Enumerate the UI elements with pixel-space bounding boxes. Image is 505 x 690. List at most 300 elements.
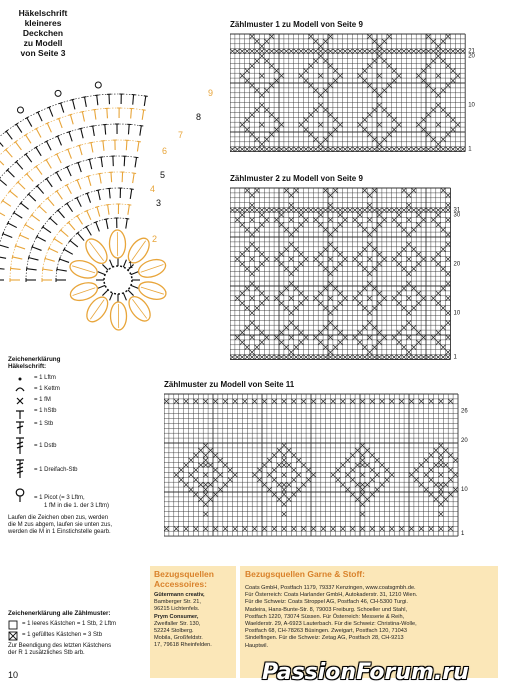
filled-cell <box>333 49 338 54</box>
filled-cell <box>240 301 245 306</box>
filled-cell <box>421 49 426 54</box>
filled-cell <box>279 340 284 345</box>
filled-cell <box>304 117 309 122</box>
filled-cell <box>362 117 367 122</box>
filled-cell <box>350 492 355 497</box>
filled-cell <box>357 213 362 218</box>
filled-cell <box>279 208 284 213</box>
filled-cell <box>411 325 416 330</box>
filled-cell <box>362 247 367 252</box>
doily-title-line: zu Modell <box>23 38 63 48</box>
round-number: 2 <box>152 234 158 244</box>
filled-cell <box>397 301 402 306</box>
filled-cell <box>382 296 387 301</box>
round-number: 3 <box>156 198 162 208</box>
filled-cell <box>460 49 465 54</box>
filled-cell <box>377 54 382 59</box>
filled-cell <box>250 350 255 355</box>
filled-cell <box>392 68 397 73</box>
filled-cell <box>264 59 269 64</box>
yarn-line: Coats GmbH, Postfach 1179, 79337 Kenzingen, www.coatsgmbh.de. <box>245 585 416 591</box>
filled-cell <box>372 306 377 311</box>
filled-cell <box>272 526 277 531</box>
filled-cell <box>272 468 277 473</box>
filled-cell <box>338 147 343 152</box>
filled-cell <box>338 49 343 54</box>
filled-cell <box>282 512 287 517</box>
filled-cell <box>304 147 309 152</box>
filled-cell <box>434 448 439 453</box>
filled-cell <box>294 247 299 252</box>
filled-cell <box>269 34 274 39</box>
yarn-line: Waelderstr. 29, A-6923 Lauterbach. Für die Schweiz: Christina-Wolle, <box>245 621 417 628</box>
filled-cell <box>264 217 269 222</box>
filled-cell <box>448 468 453 473</box>
filled-cell <box>235 147 240 152</box>
filled-cell <box>311 472 316 477</box>
filled-cell <box>255 147 260 152</box>
filled-cell <box>203 487 208 492</box>
filled-cell <box>282 472 287 477</box>
filled-cell <box>406 147 411 152</box>
filled-cell <box>377 73 382 78</box>
filled-cell <box>406 49 411 54</box>
filled-cell <box>387 83 392 88</box>
filled-cell <box>362 266 367 271</box>
filled-cell <box>411 188 416 193</box>
filled-cell <box>448 526 453 531</box>
filled-cell <box>355 497 360 502</box>
filled-cell <box>318 54 323 59</box>
filled-cell <box>308 63 313 68</box>
filled-cell <box>436 252 441 257</box>
filled-cell <box>416 147 421 152</box>
filled-cell <box>328 132 333 137</box>
filled-cell <box>257 468 262 473</box>
filled-cell <box>318 291 323 296</box>
filled-cell <box>438 482 443 487</box>
filled-cell <box>289 320 294 325</box>
filled-cell <box>318 213 323 218</box>
filled-cell <box>416 49 421 54</box>
filled-cell <box>245 355 250 360</box>
filled-cell <box>443 463 448 468</box>
filled-cell <box>318 301 323 306</box>
filled-cell <box>372 208 377 213</box>
filled-cell <box>294 355 299 360</box>
filled-cell <box>377 340 382 345</box>
filled-cell <box>387 49 392 54</box>
filled-cell <box>446 271 451 276</box>
filled-cell <box>377 122 382 127</box>
filled-cell <box>287 463 292 468</box>
filled-cell <box>446 296 451 301</box>
filled-cell <box>235 335 240 340</box>
filled-cell <box>289 193 294 198</box>
filled-cell <box>198 482 203 487</box>
filled-cell <box>406 232 411 237</box>
filled-cell <box>203 453 208 458</box>
filled-cell <box>372 108 377 113</box>
filled-cell <box>174 472 179 477</box>
filled-cell <box>294 147 299 152</box>
filled-cell <box>284 286 289 291</box>
filled-cell <box>365 463 370 468</box>
accessories-line: 96215 Lichtenfels. <box>154 606 200 613</box>
filled-cell <box>357 340 362 345</box>
filled-cell <box>451 127 456 132</box>
filled-cell <box>240 355 245 360</box>
filled-cell <box>318 103 323 108</box>
filled-cell <box>308 34 313 39</box>
filled-cell <box>299 301 304 306</box>
filled-cell <box>284 266 289 271</box>
filled-cell <box>235 217 240 222</box>
filled-cell <box>436 44 441 49</box>
legend-title: Zeichenerklärung <box>8 356 61 363</box>
filled-cell <box>259 54 264 59</box>
filled-cell <box>421 257 426 262</box>
filled-cell <box>255 306 260 311</box>
filled-cell <box>213 492 218 497</box>
filet-chart-2 <box>230 186 505 366</box>
legend-item-label: = 1 Stb <box>34 421 54 427</box>
filled-cell <box>294 325 299 330</box>
filled-cell <box>429 399 434 404</box>
filled-cell <box>259 49 264 54</box>
filled-cell <box>446 311 451 316</box>
filled-cell <box>367 320 372 325</box>
filled-cell <box>438 502 443 507</box>
legend-item-label: 1 fM in die 1. der 3 Lftm) <box>44 503 110 509</box>
filled-cell <box>301 463 306 468</box>
filled-cell <box>318 73 323 78</box>
filled-cell <box>343 49 348 54</box>
filled-cell <box>269 147 274 152</box>
grid-cells <box>230 34 465 152</box>
filled-cell <box>264 108 269 113</box>
filled-cell <box>382 88 387 93</box>
filled-cell <box>228 477 233 482</box>
filled-cell <box>282 463 287 468</box>
filled-cell <box>353 147 358 152</box>
filled-cell <box>406 350 411 355</box>
filled-cell <box>318 252 323 257</box>
filled-cell <box>377 44 382 49</box>
filled-cell <box>367 311 372 316</box>
filled-cell <box>287 482 292 487</box>
row-label: 10 <box>461 487 468 494</box>
filled-cell <box>313 217 318 222</box>
filled-cell <box>240 122 245 127</box>
filled-cell <box>245 325 250 330</box>
filled-cell <box>259 213 264 218</box>
filled-cell <box>208 497 213 502</box>
picot-icon <box>16 489 24 502</box>
filled-cell <box>203 526 208 531</box>
filled-cell <box>372 355 377 360</box>
filled-cell <box>436 142 441 147</box>
doily-diagram <box>0 60 225 350</box>
row-label: 10 <box>453 310 461 317</box>
filled-cell <box>443 482 448 487</box>
filled-cell <box>318 355 323 360</box>
filled-cell <box>240 49 245 54</box>
filled-cell <box>343 335 348 340</box>
filled-cell <box>308 208 313 213</box>
filled-cell <box>328 311 333 316</box>
filled-cell <box>343 217 348 222</box>
filled-cell <box>357 330 362 335</box>
accessories-heading: Bezugsquellen <box>154 569 214 579</box>
grid-cells <box>164 394 458 536</box>
filled-cell <box>284 325 289 330</box>
filled-cell <box>438 492 443 497</box>
filled-cell <box>313 355 318 360</box>
filled-cell <box>282 502 287 507</box>
filled-cell <box>299 208 304 213</box>
filled-cell <box>193 468 198 473</box>
filled-cell <box>250 208 255 213</box>
filled-cell <box>203 472 208 477</box>
filled-cell <box>269 208 274 213</box>
filled-cell <box>367 355 372 360</box>
filled-cell <box>382 147 387 152</box>
filled-cell <box>402 208 407 213</box>
filled-cell <box>436 208 441 213</box>
filled-cell <box>372 88 377 93</box>
filled-cell <box>233 399 238 404</box>
filled-cell <box>328 232 333 237</box>
filled-cell <box>282 443 287 448</box>
filled-cell <box>426 83 431 88</box>
row-label: 1 <box>461 531 465 538</box>
filled-cell <box>164 399 169 404</box>
filled-cell <box>304 217 309 222</box>
filled-cell <box>406 257 411 262</box>
filled-cell <box>242 526 247 531</box>
legend-item-label: = 1 Kettm <box>34 386 60 392</box>
filled-cell <box>357 301 362 306</box>
filled-cell <box>406 193 411 198</box>
filled-cell <box>304 208 309 213</box>
filled-cell <box>333 78 338 83</box>
filled-cell <box>438 526 443 531</box>
filled-cell <box>313 49 318 54</box>
filled-cell <box>367 281 372 286</box>
filled-cell <box>289 232 294 237</box>
filled-cell <box>441 208 446 213</box>
filled-cell <box>282 492 287 497</box>
filled-cell <box>277 448 282 453</box>
filled-cell <box>392 296 397 301</box>
legend-note-line: Laufen die Zeichen oben zus, werden <box>8 515 109 521</box>
filled-cell <box>328 350 333 355</box>
filled-cell <box>259 103 264 108</box>
filled-cell <box>436 291 441 296</box>
filled-cell <box>387 147 392 152</box>
filled-cell <box>189 458 194 463</box>
filled-cell <box>446 257 451 262</box>
filled-cell <box>380 399 385 404</box>
filled-cell <box>304 355 309 360</box>
filled-cell <box>397 208 402 213</box>
filled-cell <box>294 208 299 213</box>
filled-cell <box>340 482 345 487</box>
filled-cell <box>318 262 323 267</box>
filled-cell <box>377 291 382 296</box>
legend2-item-label: = 1 leeres Kästchen = 1 Stb, 2 Lftm <box>22 621 117 627</box>
filled-cell <box>338 122 343 127</box>
filled-cell <box>382 208 387 213</box>
filled-cell <box>250 311 255 316</box>
filled-cell <box>336 468 341 473</box>
filled-cell <box>441 227 446 232</box>
yarn-line: Hauptwil. <box>245 642 269 649</box>
row-label: 10 <box>468 102 475 109</box>
filled-cell <box>406 281 411 286</box>
filled-cell <box>438 487 443 492</box>
filled-cell <box>299 291 304 296</box>
filled-cell <box>304 68 309 73</box>
filled-cell <box>350 477 355 482</box>
filled-cell <box>402 325 407 330</box>
filled-cell <box>438 443 443 448</box>
filled-cell <box>250 83 255 88</box>
filled-cell <box>331 526 336 531</box>
filled-cell <box>446 83 451 88</box>
cross-icon <box>17 398 23 404</box>
filled-cell <box>255 188 260 193</box>
filled-cell <box>402 286 407 291</box>
filled-cell <box>333 247 338 252</box>
filled-cell <box>397 213 402 218</box>
filled-cell <box>355 482 360 487</box>
grid-cells <box>230 188 451 360</box>
filled-cell <box>331 399 336 404</box>
filled-cell <box>245 286 250 291</box>
filled-cell <box>377 301 382 306</box>
filled-cell <box>377 147 382 152</box>
filled-cell <box>453 472 458 477</box>
filled-cell <box>345 458 350 463</box>
filled-cell <box>362 227 367 232</box>
filled-cell <box>360 443 365 448</box>
filled-cell <box>424 487 429 492</box>
filled-cell <box>318 330 323 335</box>
filled-cell <box>338 355 343 360</box>
filled-cell <box>333 127 338 132</box>
filled-cell <box>299 340 304 345</box>
filled-cell <box>255 247 260 252</box>
filled-cell <box>348 147 353 152</box>
filled-cell <box>313 59 318 64</box>
filled-cell <box>411 306 416 311</box>
filled-cell <box>240 330 245 335</box>
filled-cell <box>240 213 245 218</box>
filled-cell <box>448 492 453 497</box>
filled-cell <box>311 526 316 531</box>
filled-cell <box>279 147 284 152</box>
round-number: 5 <box>160 170 166 180</box>
filled-cell <box>255 266 260 271</box>
filled-cell <box>416 122 421 127</box>
filled-cell <box>250 34 255 39</box>
filled-cell <box>372 266 377 271</box>
filled-cell <box>367 83 372 88</box>
filled-cell <box>282 487 287 492</box>
filled-cell <box>455 49 460 54</box>
filled-cell <box>279 222 284 227</box>
filled-cell <box>284 355 289 360</box>
filled-cell <box>245 247 250 252</box>
filled-cell <box>367 193 372 198</box>
filled-cell <box>367 34 372 39</box>
filled-cell <box>431 108 436 113</box>
filled-cell <box>392 335 397 340</box>
filled-cell <box>299 222 304 227</box>
filled-cell <box>372 286 377 291</box>
filled-cell <box>441 355 446 360</box>
filled-cell <box>382 257 387 262</box>
filled-cell <box>333 227 338 232</box>
filled-cell <box>208 482 213 487</box>
filled-cell <box>367 296 372 301</box>
filled-cell <box>306 468 311 473</box>
filled-cell <box>323 227 328 232</box>
filled-cell <box>245 49 250 54</box>
filled-cell <box>272 453 277 458</box>
filled-cell <box>333 286 338 291</box>
filled-cell <box>193 399 198 404</box>
filled-cell <box>318 44 323 49</box>
filled-cell <box>446 112 451 117</box>
filled-cell <box>372 39 377 44</box>
filled-cell <box>242 399 247 404</box>
filled-cell <box>250 132 255 137</box>
filled-cell <box>402 306 407 311</box>
filled-cell <box>333 325 338 330</box>
filled-cell <box>230 147 235 152</box>
filled-cell <box>313 335 318 340</box>
filled-cell <box>262 482 267 487</box>
filled-cell <box>255 39 260 44</box>
filled-cell <box>269 112 274 117</box>
filled-cell <box>343 208 348 213</box>
filled-cell <box>402 49 407 54</box>
filled-cell <box>426 63 431 68</box>
filled-cell <box>291 492 296 497</box>
filled-cell <box>429 477 434 482</box>
filet-chart-1 <box>230 32 505 157</box>
filled-cell <box>264 335 269 340</box>
filled-cell <box>311 399 316 404</box>
filled-cell <box>431 147 436 152</box>
filled-cell <box>333 306 338 311</box>
filled-cell <box>189 487 194 492</box>
filled-cell <box>333 266 338 271</box>
filled-cell <box>323 147 328 152</box>
filled-cell <box>372 227 377 232</box>
filled-cell <box>377 330 382 335</box>
filled-cell <box>304 335 309 340</box>
filled-cell <box>328 193 333 198</box>
filled-cell <box>289 49 294 54</box>
filled-cell <box>279 291 284 296</box>
filled-cell <box>382 108 387 113</box>
filled-cell <box>294 286 299 291</box>
filled-cell <box>419 526 424 531</box>
